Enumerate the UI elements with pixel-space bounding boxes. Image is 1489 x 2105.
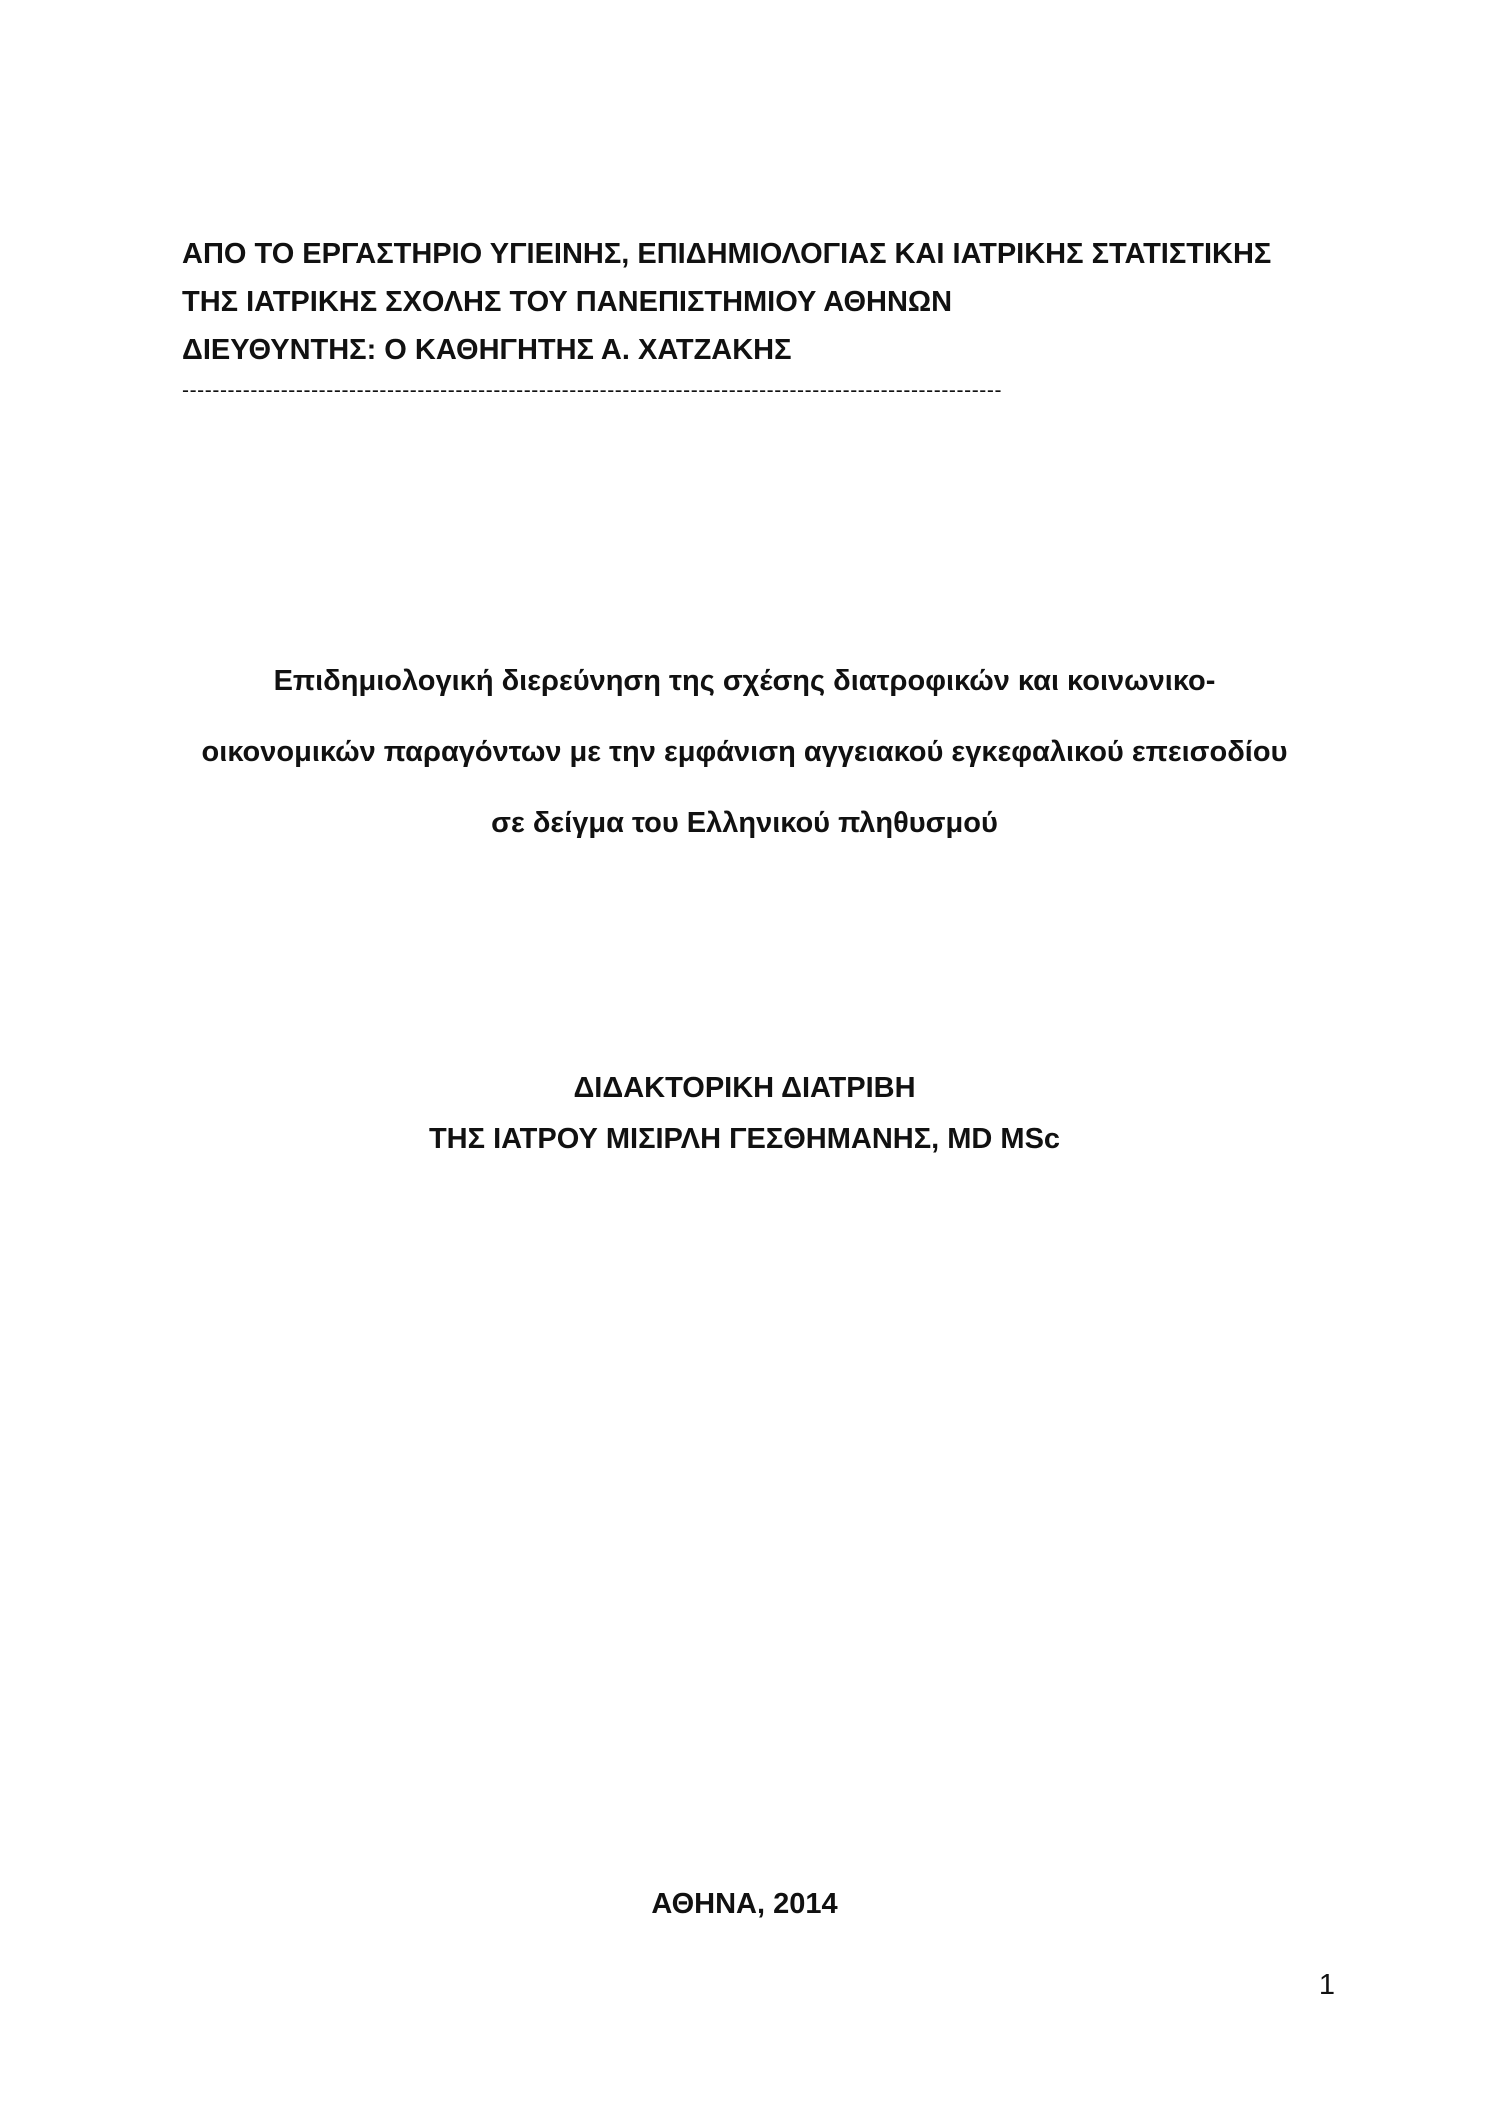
thesis-title [0,646,1489,859]
title-line-2: οικονομικών παραγόντων με την εμφάνιση αγγειακού εγκεφαλικού επεισοδίου [201,736,1288,768]
header-separator: ------------------------------------------------------------------------------------------------------------ [182,379,1003,402]
place-date: ΑΘΗΝΑ, 2014 [651,1888,838,1920]
thesis-author: ΤΗΣ ΙΑΤΡΟΥ ΜΙΣΙΡΛΗ ΓΕΣΘΗΜΑΝΗΣ, MD MSc [428,1123,1061,1155]
page-number: 1 [1318,1969,1335,2001]
header-line-school: ΤΗΣ ΙΑΤΡΙΚΗΣ ΣΧΟΛΗΣ ΤΟΥ ΠΑΝΕΠΙΣΤΗΜΙΟΥ ΑΘΗΝΩΝ [182,286,953,318]
title-line-1: Επιδημιολογική διερεύνηση της σχέσης διατροφικών και κοινωνικο- [273,665,1216,697]
thesis-info [0,1063,1489,1165]
header-line-director: ΔΙΕΥΘΥΝΤΗΣ: Ο ΚΑΘΗΓΗΤΗΣ Α. ΧΑΤΖΑΚΗΣ [182,334,792,366]
header-line-laboratory: ΑΠΟ ΤΟ ΕΡΓΑΣΤΗΡΙΟ ΥΓΙΕΙΝΗΣ, ΕΠΙΔΗΜΙΟΛΟΓΙΑΣ ΚΑΙ ΙΑΤΡΙΚΗΣ ΣΤΑΤΙΣΤΙΚΗΣ [182,238,1272,270]
institution-header [182,230,1332,408]
thesis-type: ΔΙΔΑΚΤΟΡΙΚΗ ΔΙΑΤΡΙΒΗ [573,1072,916,1104]
title-line-3: σε δείγμα του Ελληνικού πληθυσμού [491,807,998,839]
